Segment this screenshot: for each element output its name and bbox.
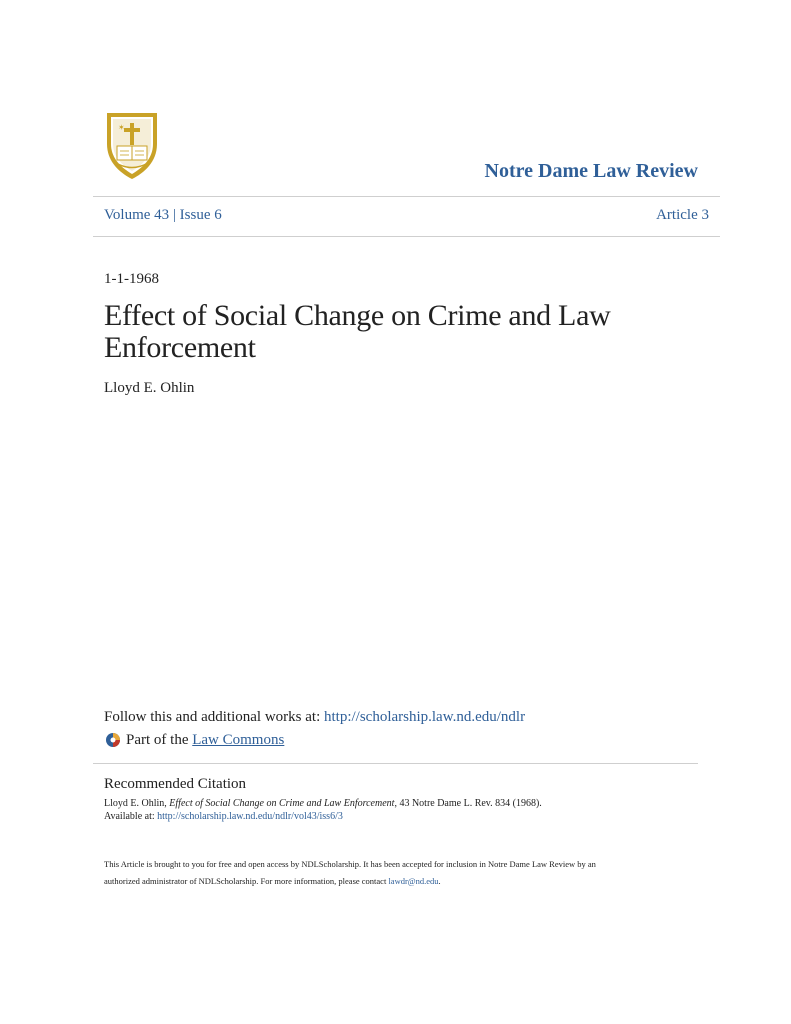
second-rule bbox=[93, 236, 720, 237]
citation-availability bbox=[104, 810, 704, 823]
citation-rest: , 43 Notre Dame L. Rev. 834 (1968). bbox=[394, 798, 542, 809]
citation-author: Lloyd E. Ohlin, bbox=[104, 798, 167, 809]
footer-line-2-prefix: authorized administrator of NDLScholarship. For more information, please contact bbox=[104, 876, 387, 886]
available-prefix: Available at: bbox=[104, 811, 155, 822]
breadcrumb-separator: | bbox=[172, 207, 176, 223]
law-commons-link[interactable]: Law Commons bbox=[192, 731, 285, 748]
university-shield-icon bbox=[104, 110, 160, 182]
university-logo bbox=[104, 110, 160, 182]
volume-link[interactable]: Volume 43 bbox=[104, 207, 170, 223]
volume-issue-breadcrumb bbox=[104, 207, 222, 224]
citation-block bbox=[104, 797, 704, 823]
article-title-line-1: Effect of Social Change on Crime and Law bbox=[104, 299, 611, 332]
publication-date: 1-1-1968 bbox=[104, 271, 159, 287]
follow-line bbox=[104, 709, 525, 726]
author-name: Lloyd E. Ohlin bbox=[104, 380, 195, 396]
footer-line-1: This Article is brought to you for free and open access by NDLScholarship. It has been accepted for inclusion in Notre Dame Law Review by an bbox=[104, 859, 596, 869]
issue-link[interactable]: Issue 6 bbox=[179, 207, 222, 223]
article-number-link[interactable]: Article 3 bbox=[656, 207, 709, 223]
footer-notice bbox=[104, 856, 704, 890]
article-title-line-2: Enforcement bbox=[104, 331, 256, 364]
citation-text bbox=[104, 797, 704, 810]
svg-text:✶: ✶ bbox=[118, 123, 125, 132]
citation-rule bbox=[93, 763, 698, 764]
recommended-citation-heading: Recommended Citation bbox=[104, 776, 247, 792]
part-of-line bbox=[104, 731, 284, 749]
contact-email-link[interactable]: lawdr@nd.edu bbox=[388, 876, 439, 886]
top-rule bbox=[93, 196, 720, 197]
journal-title[interactable]: Notre Dame Law Review bbox=[484, 160, 698, 182]
article-title bbox=[104, 300, 664, 364]
citation-title: Effect of Social Change on Crime and Law Enforcement bbox=[169, 798, 395, 809]
citation-url-link[interactable]: http://scholarship.law.nd.edu/ndlr/vol43/iss6/3 bbox=[157, 811, 343, 822]
footer-line-2 bbox=[104, 873, 704, 890]
part-of-prefix: Part of the bbox=[126, 731, 189, 748]
footer-line-2-suffix: . bbox=[438, 876, 441, 886]
follow-prefix: Follow this and additional works at: bbox=[104, 709, 321, 725]
network-icon bbox=[104, 731, 122, 749]
follow-url-link[interactable]: http://scholarship.law.nd.edu/ndlr bbox=[323, 709, 526, 725]
